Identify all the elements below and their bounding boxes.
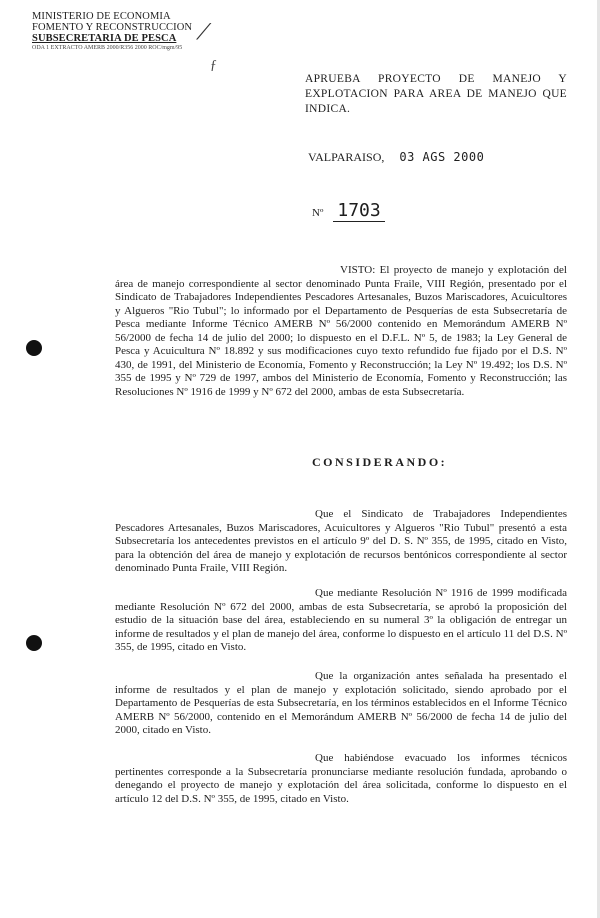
reference-code: ODA 1 EXTRACTO AMERB 2000/R356 2000 ROC/mgm/95 [32, 45, 183, 51]
ministry-subtitle: FOMENTO Y RECONSTRUCCION [32, 22, 193, 33]
considerando-paragraph: Que el Sindicato de Trabajadores Independientes Pescadores Artesanales, Buzos Mariscadores, Acuicultores y Algueros "Rio Tubul" presentó a esta Subsecretaría los antecedentes previstos en el artículo 9º del D. S. Nº 355, de 1995, citado en Visto, para la obtención del área de manejo y explotación de recursos bentónicos correspondiente al sector denominado Punta Fraile, VIII Región. [115, 508, 567, 574]
considerando-heading: CONSIDERANDO: [312, 455, 448, 469]
letterhead [32, 11, 262, 52]
binder-hole-icon [26, 340, 42, 356]
resolution-number [312, 200, 385, 221]
date-stamp: 03 AGS 2000 [399, 150, 485, 164]
visto-paragraph: VISTO: El proyecto de manejo y explotación del área de manejo correspondiente al sector denominado Punta Fraile, VIII Región, presentado por el Sindicato de Trabajadores Independientes Pescadores Artesanales, Buzos Mariscadores, Acuicultores y Algueros "Rio Tubul"; lo informado por el Departamento de Pesquerías de esta Subsecretaría de Pesca mediante Informe Técnico AMERB Nº 56/2000 contenido en Memorándum AMERB Nº 56/2000 de fecha 14 de julio del 2000; lo dispuesto en el D.F.L. Nº 5, de 1983; la Ley General de Pesca y Acuicultura Nº 18.892 y sus modificaciones cuyo texto refundido fue fijado por el D.S. Nº 430, de 1991, del Ministerio de Economía, Fomento y Reconstrucción; la Ley Nº 19.492; los D.S. Nº 355 de 1995 y Nº 729 de 1997, ambos del Ministerio de Economía, Fomento y Reconstrucción; las Resoluciones Nº 1916 de 1999 y Nº 672 del 2000, ambas de esta Subsecretaría. [115, 264, 567, 398]
place: VALPARAISO, [308, 150, 385, 164]
considerando-paragraph: Que habiéndose evacuado los informes técnicos pertinentes corresponde a la Subsecretaría pronunciarse mediante resolución fundada, aprobando o denegando el proyecto de manejo y explotación del área solicitada, conforme lo dispuesto en el artículo 12 del D.S. Nº 355, de 1995, citado en Visto. [115, 752, 567, 805]
undersecretariat-name: SUBSECRETARIA DE PESCA [32, 33, 177, 44]
handwritten-mark-icon: ⟋ [196, 20, 212, 45]
resolution-number-value: 1703 [333, 200, 384, 222]
resolution-subject: APRUEBA PROYECTO DE MANEJO Y EXPLOTACION PARA AREA DE MANEJO QUE INDICA. [305, 73, 567, 115]
tick-mark-icon: ƒ [210, 58, 217, 73]
ministry-name: MINISTERIO DE ECONOMIA [32, 11, 171, 22]
place-date [308, 150, 484, 165]
considerando-paragraph: Que mediante Resolución Nº 1916 de 1999 modificada mediante Resolución Nº 672 del 2000, ambas de esta Subsecretaría, se aprobó la proposición del estudio de la situación base del área, estableciendo en su numeral 3º la obligación de entregar un informe de resultados y el plan de manejo del área, conforme lo dispuesto en el artículo 11 del D.S. Nº 355, de 1995, citado en Visto. [115, 587, 567, 653]
considerando-paragraph: Que la organización antes señalada ha presentado el informe de resultados y el plan de manejo y explotación solicitado, siendo aprobado por el Departamento de Pesquerías de esta Subsecretaría, en los términos establecidos en el Informe Técnico AMERB Nº 56/2000, contenido en el Memorándum AMERB Nº 56/2000 de fecha 14 de julio del 2000, citado en Visto. [115, 670, 567, 736]
resolution-number-label: Nº [312, 207, 324, 219]
binder-hole-icon [26, 635, 42, 651]
